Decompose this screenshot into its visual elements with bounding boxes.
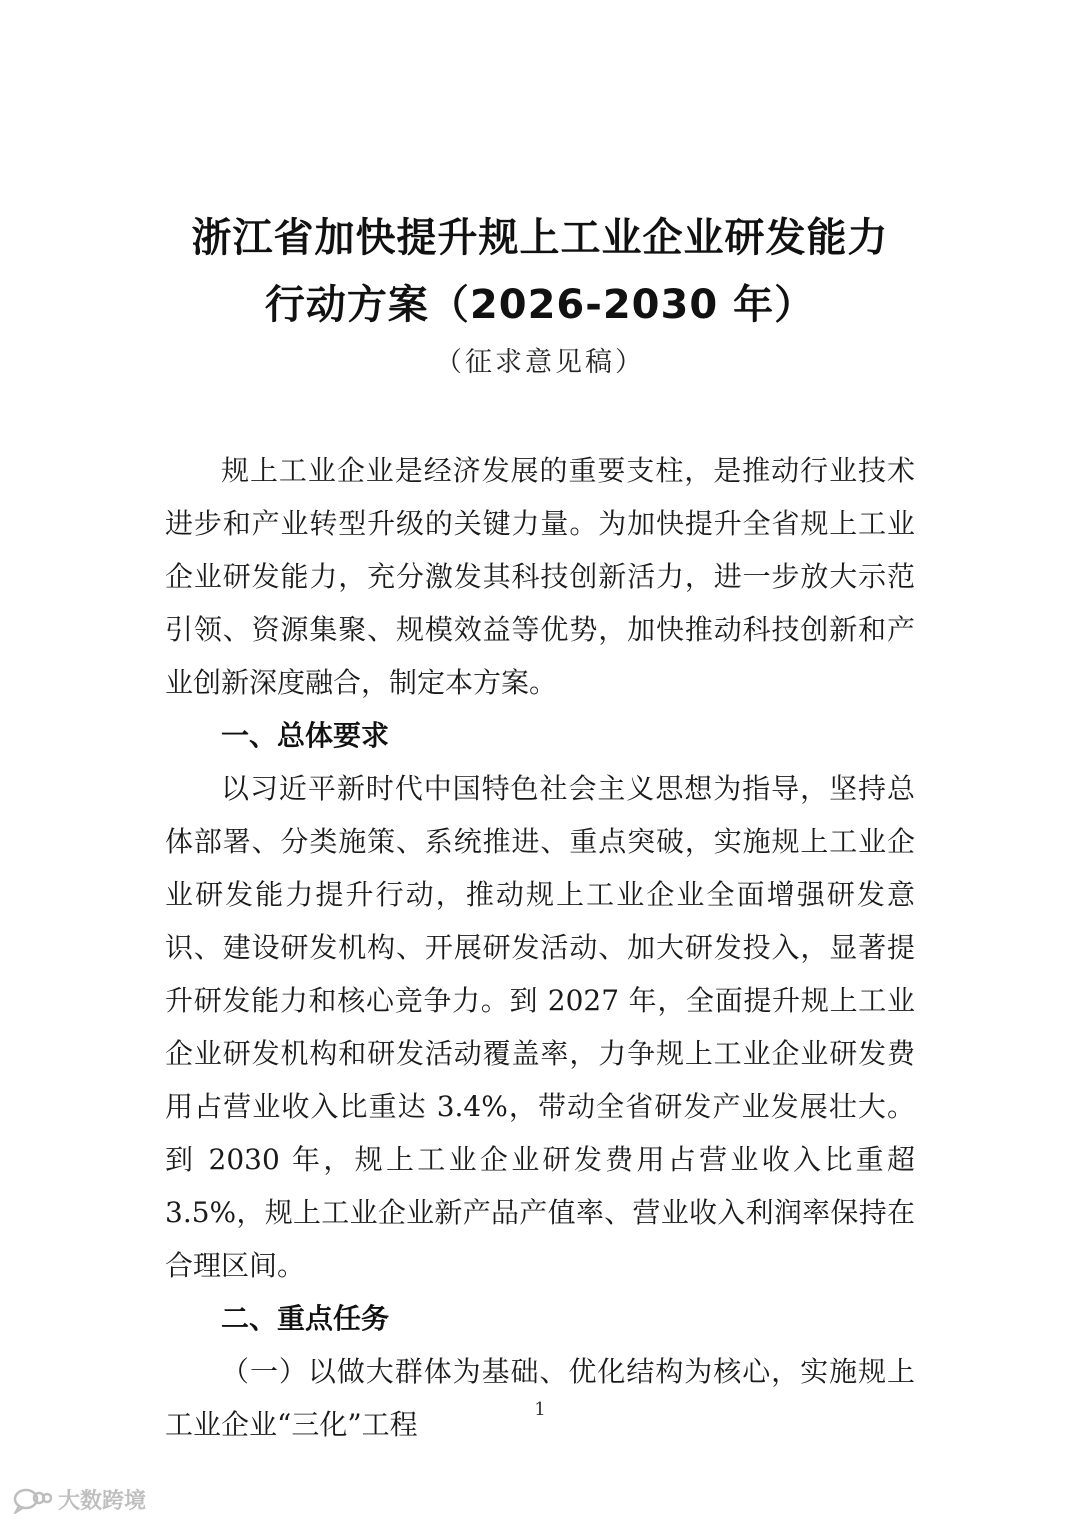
page-number: 1 (534, 1399, 546, 1420)
intro-paragraph: 规上工业企业是经济发展的重要支柱，是推动行业技术进步和产业转型升级的关键力量。为加快提升全省规上工业企业研发能力，充分激发其科技创新活力，进一步放大示范引领、资源集聚、规模效益等优势，加快推动科技创新和产业创新深度融合，制定本方案。 (165, 454, 915, 699)
document-title-line-1: 浙江省加快提升规上工业企业研发能力 (191, 215, 889, 261)
document-title-line-2: 行动方案（2026-2030 年） (264, 282, 816, 328)
section-heading-general-requirements: 一、总体要求 (221, 719, 390, 752)
subsection-heading-1: （一）以做大群体为基础、优化结构为核心，实施规上工业企业“三化”工程 (165, 1355, 915, 1441)
bubble-logo-icon (12, 1486, 52, 1514)
general-requirements-paragraph: 以习近平新时代中国特色社会主义思想为指导，坚持总体部署、分类施策、系统推进、重点突破，实施规上工业企业研发能力提升行动，推动规上工业企业全面增强研发意识、建设研发机构、开展研发活动、加大研发投入，显著提升研发能力和核心竞争力。到 2027 年，全面提升规上工业企业研发机构和研发活动覆盖率，力争规上工业企业研发费用占营业收入比重达 3.4%，带动全省研发产业发展壮大。到 2030 年，规上工业企业研发费用占营业收入比重超 3.5%，规上工业企业新产品产值率、营业收入利润率保持在合理区间。 (165, 772, 915, 1282)
document-body (165, 444, 915, 1451)
watermark-text: 大数跨境 (58, 1489, 147, 1514)
section-heading-key-tasks: 二、重点任务 (221, 1302, 390, 1335)
document-subtitle: （征求意见稿） (435, 347, 645, 378)
watermark (12, 1484, 146, 1515)
